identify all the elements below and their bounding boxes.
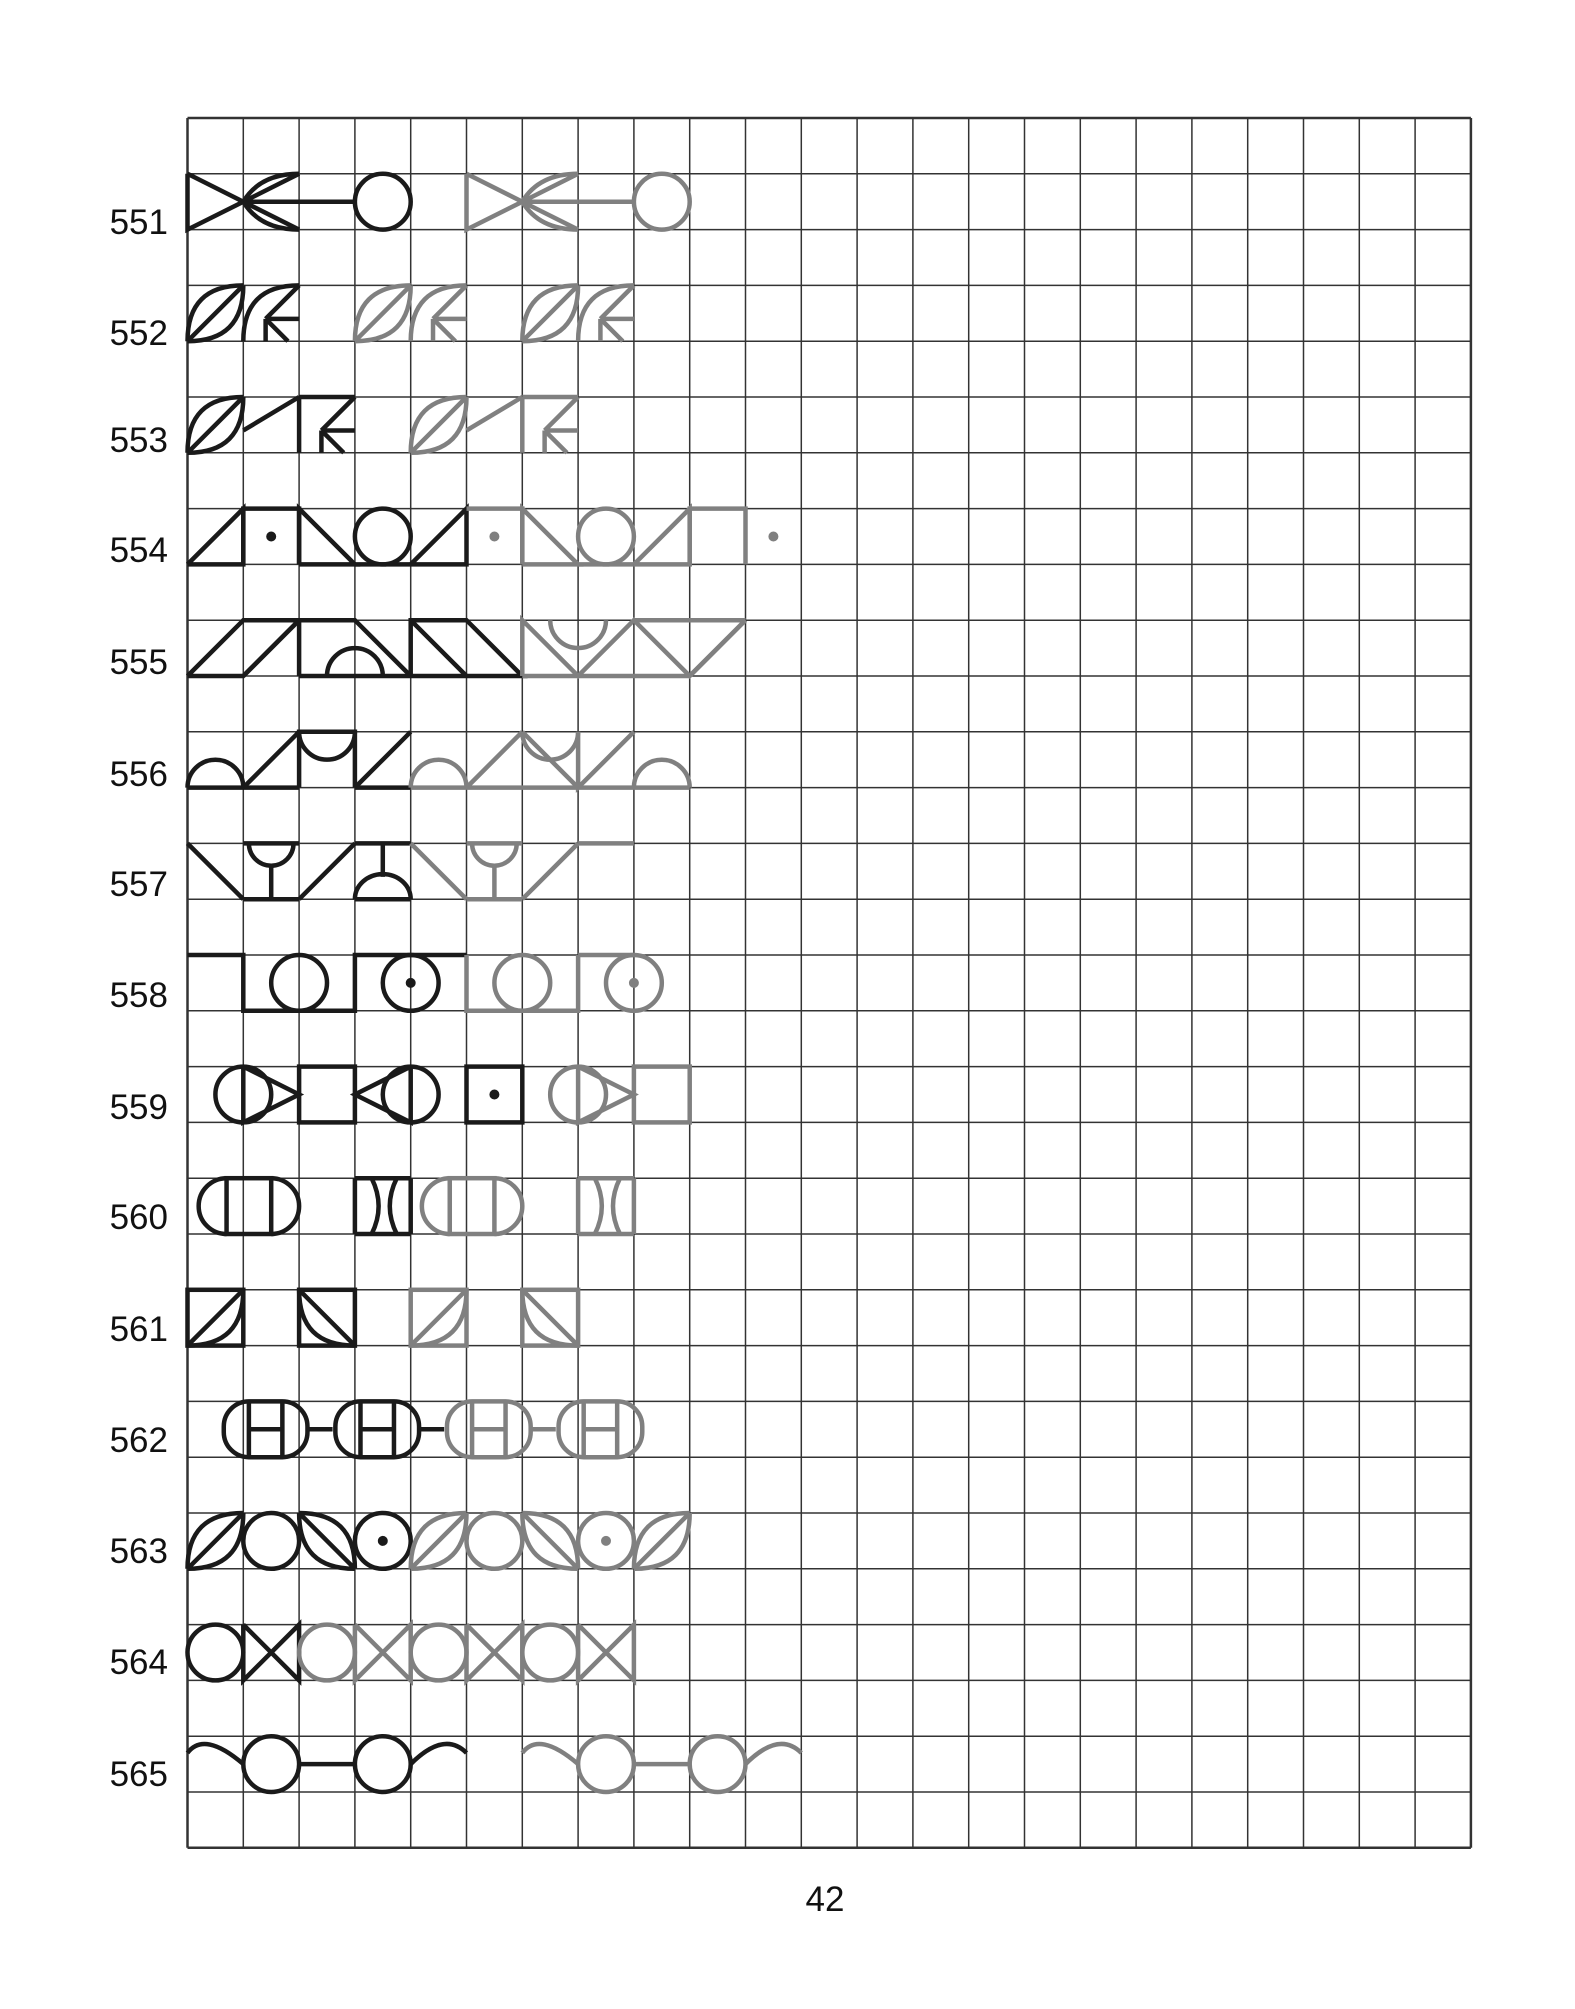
pattern-circle — [578, 509, 634, 565]
pattern-stroke — [450, 1178, 495, 1234]
pattern-circle — [243, 1513, 299, 1569]
pattern-stroke — [545, 430, 567, 452]
pattern-stroke — [188, 509, 244, 565]
pattern-stroke — [746, 1744, 802, 1764]
row-label: 565 — [109, 1755, 168, 1794]
pattern-stroke — [249, 843, 294, 865]
pattern-stroke — [199, 1178, 227, 1234]
pattern-stroke — [522, 732, 578, 760]
pattern-stroke — [522, 1744, 578, 1764]
pattern-stroke — [411, 843, 467, 899]
pattern-stroke — [467, 732, 523, 788]
pattern-stroke — [188, 174, 244, 230]
pattern-stroke — [355, 285, 411, 341]
pattern-dot — [601, 1536, 611, 1546]
pattern-stroke — [522, 509, 578, 565]
pattern-stroke — [467, 1625, 523, 1681]
pattern-stroke — [188, 1290, 244, 1346]
pattern-circle — [243, 1736, 299, 1792]
pattern-stroke — [690, 509, 746, 565]
pattern-dot — [406, 978, 416, 988]
pattern-stroke — [467, 174, 523, 230]
pattern-stroke — [188, 285, 244, 341]
pattern-stroke — [613, 1178, 620, 1234]
pattern-circle — [355, 1736, 411, 1792]
row-label: 557 — [109, 865, 168, 904]
pattern-stroke — [411, 1290, 467, 1346]
pattern-stroke — [188, 397, 244, 453]
pattern-stroke — [227, 1178, 272, 1234]
pattern-stroke — [372, 1178, 379, 1234]
page-number: 42 — [805, 1880, 845, 1919]
pattern-stroke — [188, 760, 244, 788]
pattern-stroke — [411, 760, 467, 788]
pattern-stroke — [522, 1290, 578, 1346]
pattern-circle — [522, 1625, 578, 1681]
pattern-stroke — [634, 1067, 690, 1123]
pattern-stroke — [690, 620, 746, 676]
pattern-stroke — [321, 430, 343, 452]
pattern-stroke — [266, 319, 288, 341]
pattern-dot — [489, 532, 499, 542]
pattern-stroke — [299, 1067, 355, 1123]
pattern-stroke — [299, 843, 355, 899]
row-label: 553 — [109, 421, 168, 460]
pattern-stroke — [243, 1625, 299, 1681]
pattern-dot — [266, 532, 276, 542]
pattern-stroke — [299, 509, 355, 565]
pattern-circle — [188, 1625, 244, 1681]
pattern-stroke — [299, 732, 355, 760]
pattern-circle — [690, 1736, 746, 1792]
row-label: 564 — [109, 1643, 168, 1682]
row-label: 551 — [109, 203, 168, 242]
pattern-stroke — [422, 1178, 450, 1234]
pattern-stroke — [411, 1744, 467, 1764]
pattern-circle — [411, 1625, 467, 1681]
pattern-stroke — [522, 285, 578, 341]
pattern-stroke — [321, 397, 354, 430]
pattern-stroke — [578, 1625, 634, 1681]
row-label: 560 — [109, 1198, 168, 1237]
pattern-drawings — [188, 174, 802, 1792]
pattern-stroke — [411, 397, 467, 453]
row-label: 552 — [109, 314, 168, 353]
pattern-stroke — [494, 1178, 522, 1234]
row-label: 554 — [109, 531, 168, 570]
row-label: 558 — [109, 976, 168, 1015]
pattern-stroke — [411, 620, 467, 676]
pattern-stroke — [472, 843, 517, 865]
pattern-dot — [489, 1090, 499, 1100]
pattern-circle — [299, 1625, 355, 1681]
pattern-dot — [768, 532, 778, 542]
pattern-stroke — [355, 732, 411, 788]
pattern-circle — [467, 1513, 523, 1569]
pattern-circle — [355, 509, 411, 565]
pattern-stroke — [411, 1513, 467, 1569]
pattern-stroke — [243, 732, 299, 788]
pattern-stroke — [188, 1744, 244, 1764]
pattern-stroke — [595, 1178, 602, 1234]
row-label: 563 — [109, 1532, 168, 1571]
pattern-circle — [634, 174, 690, 230]
pattern-stroke — [411, 509, 467, 565]
pattern-stroke — [634, 760, 690, 788]
pattern-stroke — [522, 1513, 578, 1569]
pattern-stroke — [355, 874, 411, 899]
pattern-stroke — [271, 1178, 299, 1234]
row-label: 556 — [109, 755, 168, 794]
pattern-stroke — [188, 1513, 244, 1569]
pattern-stroke — [522, 843, 578, 899]
pattern-stroke — [600, 319, 622, 341]
row-label: 555 — [109, 643, 168, 682]
pattern-dot — [378, 1536, 388, 1546]
pattern-stroke — [390, 1178, 397, 1234]
pattern-stroke — [243, 620, 299, 676]
pattern-stroke — [299, 1290, 355, 1346]
pattern-stroke — [355, 1625, 411, 1681]
row-label: 562 — [109, 1421, 168, 1460]
row-label: 561 — [109, 1310, 168, 1349]
row-label: 559 — [109, 1088, 168, 1127]
pattern-circle — [355, 174, 411, 230]
pattern-stroke — [299, 1513, 355, 1569]
pattern-dot — [629, 978, 639, 988]
graph-paper-grid — [188, 118, 1471, 1848]
pattern-stroke — [545, 397, 578, 430]
pattern-stroke — [467, 397, 523, 430]
pattern-stroke — [243, 397, 299, 430]
pattern-stroke — [634, 1513, 690, 1569]
pattern-stroke — [634, 509, 690, 565]
pattern-stroke — [188, 843, 244, 899]
pattern-stroke — [578, 732, 634, 788]
pattern-circle — [578, 1736, 634, 1792]
pattern-stroke — [433, 319, 455, 341]
